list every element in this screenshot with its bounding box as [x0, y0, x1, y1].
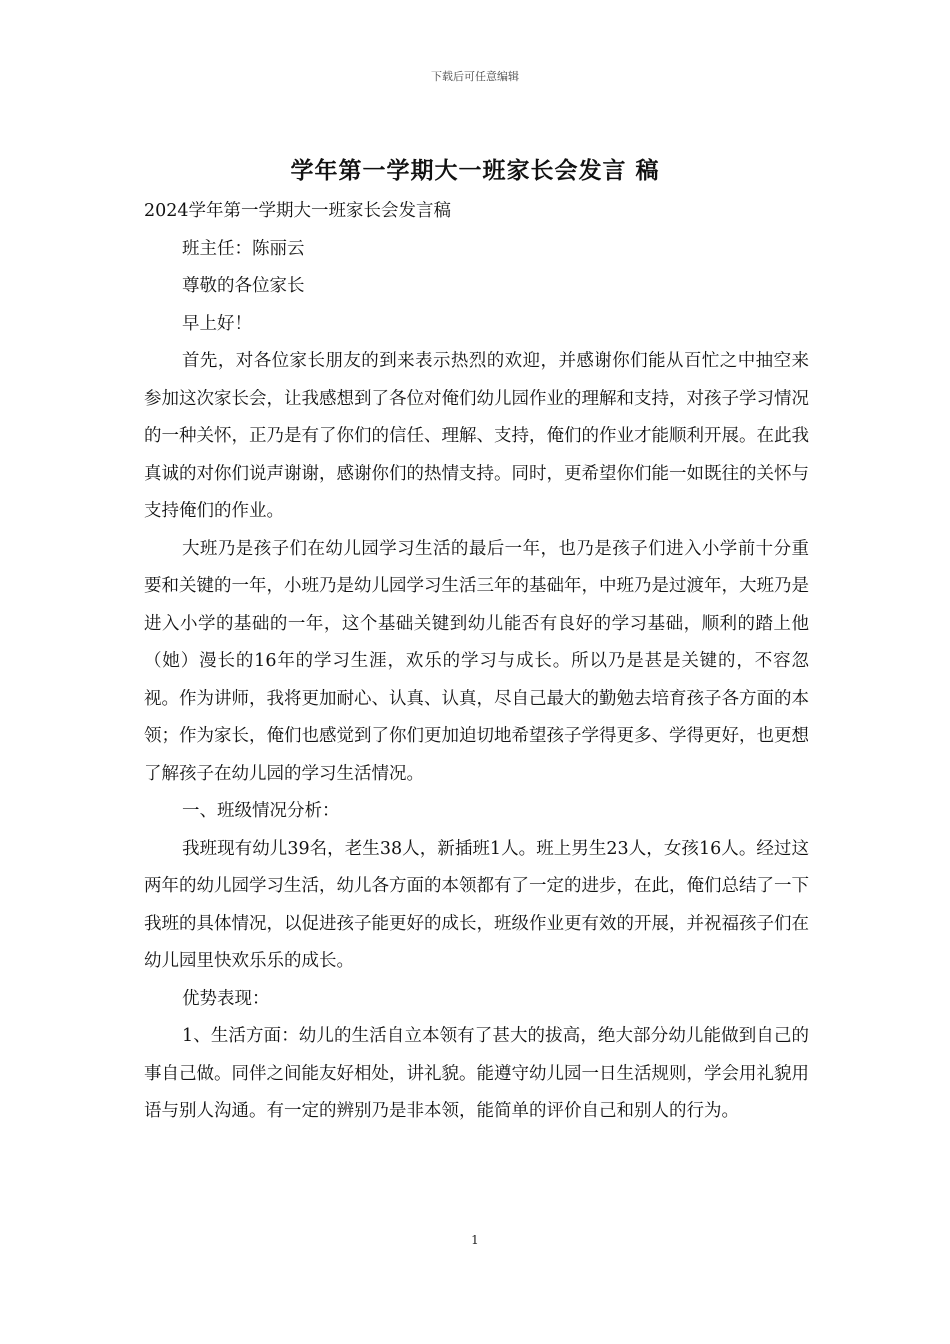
paragraph-welcome: 首先，对各位家长朋友的到来表示热烈的欢迎，并感谢你们能从百忙之中抽空来参加这次家长会，让我感想到了各位对俺们幼儿园作业的理解和支持，对孩子学习情况的一种关怀，正乃是有了你们的信任、理解、支持，俺们的作业才能顺利开展。在此我真诚的对你们说声谢谢，感谢你们的热情支持。同时，更希望你们能一如既往的关怀与支持俺们的作业。 [144, 351, 809, 521]
section-heading-strengths: 优势表现： [182, 988, 270, 1009]
paragraph-life-skills: 1、生活方面：幼儿的生活自立本领有了甚大的拔高，绝大部分幼儿能做到自己的事自己做。同伴之间能友好相处，讲礼貌。能遵守幼儿园一日生活规则，学会用礼貌用语与别人沟通。有一定的辨别乃是非本领，能简单的评价自己和别人的行为。 [144, 1026, 809, 1121]
paragraph-senior-class: 大班乃是孩子们在幼儿园学习生活的最后一年，也乃是孩子们进入小学前十分重要和关键的一年，小班乃是幼儿园学习生活三年的基础年，中班乃是过渡年，大班乃是进入小学的基础的一年，这个基础关键到幼儿能否有良好的学习基础，顺利的踏上他（她）漫长的16年的学习生涯，欢乐的学习与成长。所以乃是甚是关键的，不容忽视。作为讲师，我将更加耐心、认真、认真，尽自己最大的勤勉去培育孩子各方面的本领；作为家长，俺们也感觉到了你们更加迫切地希望孩子学得更多、学得更好，也更想了解孩子在幼儿园的学习生活情况。 [144, 538, 809, 784]
teacher-line: 班主任：陈丽云 [182, 238, 305, 259]
greeting: 早上好！ [182, 313, 252, 334]
salutation: 尊敬的各位家长 [182, 276, 305, 296]
document-body [144, 193, 809, 1131]
section-heading-class-analysis: 一、班级情况分析： [182, 801, 340, 821]
paragraph-class-stats: 我班现有幼儿39名，老生38人，新插班1人。班上男生23人，女孩16人。经过这两年的幼儿园学习生活，幼儿各方面的本领都有了一定的进步，在此，俺们总结了一下我班的具体情况，以促进孩子能更好的成长，班级作业更有效的开展，并祝福孩子们在幼儿园里快欢乐乐的成长。 [144, 838, 809, 971]
header-note: 下载后可任意编辑 [431, 70, 519, 83]
page-number: 1 [471, 1233, 479, 1247]
document-title: 学年第一学期大一班家长会发言 稿 [290, 157, 660, 184]
subtitle-line: 2024学年第一学期大一班家长会发言稿 [144, 201, 452, 221]
